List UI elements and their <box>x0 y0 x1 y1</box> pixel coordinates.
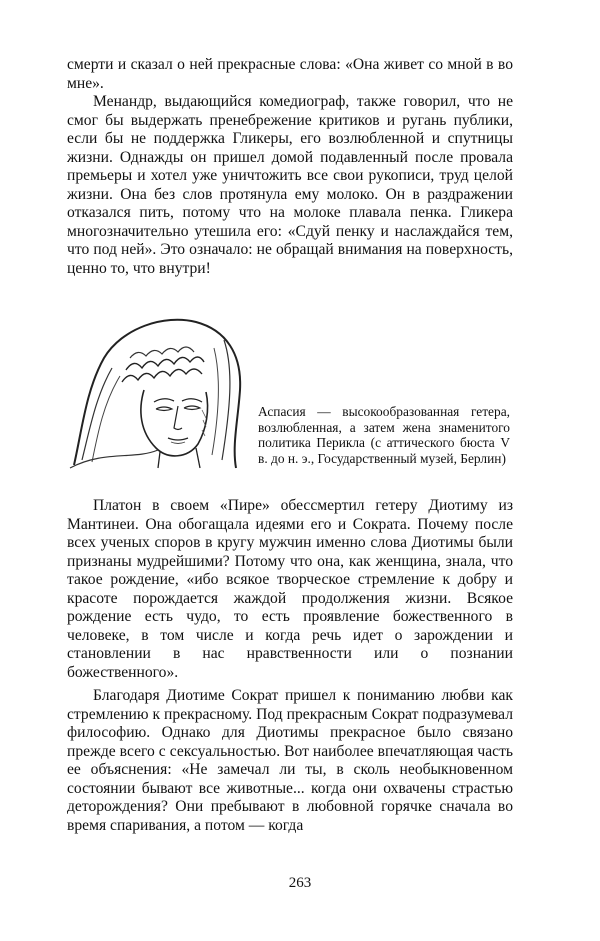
paragraph-socrates: Благодаря Диотиме Сократ пришел к пониманию любви как стремлению к прекрасному. Под прекрасным Сократ подразумевал философию. Однако для Диотимы прекрасное было связано прежде всего с сексуальностью. Вот наиболее впечатляющая часть ее объяснения: «Не замечал ли ты, в сколь необыкновенном состоянии бывают все животные... когда они охвачены страстью деторождения? Они пребывают в любовной горячке сначала во время спаривания, а потом — когда <box>67 687 513 834</box>
paragraph-diotima: Платон в своем «Пире» обессмертил гетеру Диотиму из Мантинеи. Она обогащала идеями его и Сократа. Почему после всех ученых споров в кругу мужчин именно слова Диотимы были признаны мудрейшими? Потому что она, как женщина, знала, что такое рождение, «ибо всякое творческое стремление к добру и красоте порождается жаждой продолжения жизни. Всякое рождение есть чудо, то есть проявление божественного в человеке, в том числе и когда речь идет о зарождении и становлении в нас нравственности или о познании божественного». <box>67 497 513 681</box>
aspasia-figure <box>64 310 249 470</box>
figure-caption: Аспасия — высокообразованная гетера, возлюбленная, а затем жена знаменитого политика Перикла (с аттического бюста V в. до н. э., Государственный музей, Берлин) <box>258 404 510 466</box>
paragraph-menander: Менандр, выдающийся комедиограф, также говорил, что не смог бы выдержать пренебрежение критиков и ругань публики, если бы не поддержка Гликеры, его возлюбленной и спутницы жизни. Однажды он пришел домой подавленный после провала премьеры и хотел уже уничтожить все свои рукописи, труд целой жизни. Она без слов протянула ему молоко. Он в раздражении отказался пить, потому что на молоке плавала пенка. Гликера многозначительно утешила его: «Сдуй пенку и наслаждайся тем, что под ней». Это означало: не обращай внимания на поверхность, ценно то, что внутри! <box>67 93 513 277</box>
top-text-block <box>67 56 513 278</box>
paragraph-continuation: смерти и сказал о ней прекрасные слова: «Она живет со мной в во мне». <box>67 56 513 92</box>
page-number: 263 <box>288 875 312 891</box>
bottom-text-block <box>67 497 513 835</box>
aspasia-bust-drawing-icon <box>64 310 249 470</box>
